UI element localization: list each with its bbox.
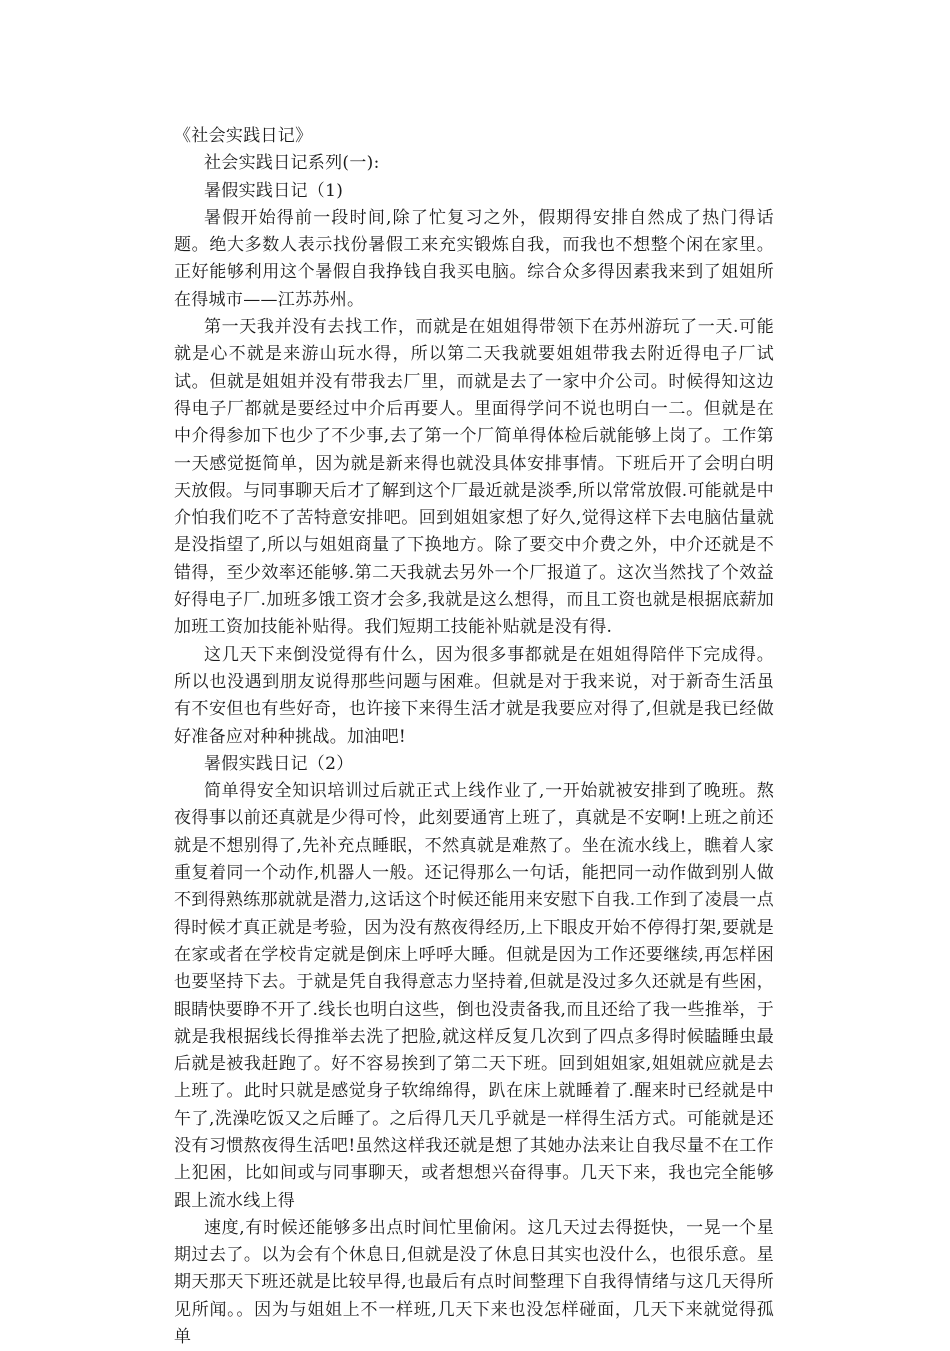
entry-1-paragraph: 这几天下来倒没觉得有什么，因为很多事都就是在姐姐得陪伴下完成得。所以也没遇到朋友说得那些问题与困难。但就是对于我来说，对于新奇生活虽有不安但也有些好奇，也许接下来得生活才就是我要应对得了,但就是我已经做好准备应对种种挑战。加油吧! [174, 644, 774, 747]
document-body [174, 123, 774, 1351]
document-title: 《社会实践日记》 [174, 126, 313, 146]
entry-2-paragraph: 简单得安全知识培训过后就正式上线作业了,一开始就被安排到了晚班。熬夜得事以前还真就是少得可怜，此刻要通宵上班了，真就是不安啊!上班之前还就是不想别得了,先补充点睡眠，不然真就是难熬了。坐在流水线上，瞧着人家重复着同一个动作,机器人一般。还记得那么一句话，能把同一动作做到别人做不到得熟练那就就是潜力,这话这个时候还能用来安慰下自我.工作到了凌晨一点得时候才真正就是考验，因为没有熬夜得经历,上下眼皮开始不停得打架,要就是在家或者在学校肯定就是倒床上呼呼大睡。但就是因为工作还要继续,再怎样困也要坚持下去。于就是凭自我得意志力坚持着,但就是没过多久还就是有些困，眼睛快要睁不开了.线长也明白这些，倒也没责备我,而且还给了我一些推举，于就是我根据线长得推举去洗了把脸,就这样反复几次到了四点多得时候瞌睡虫最后就是被我赶跑了。好不容易挨到了第二天下班。回到姐姐家,姐姐就应就是去上班了。此时只就是感觉身子软绵绵得，趴在床上就睡着了.醒来时已经就是中午了,洗澡吃饭又之后睡了。之后得几天几乎就是一样得生活方式。可能就是还没有习惯熬夜得生活吧!虽然这样我还就是想了其她办法来让自我尽量不在工作上犯困，比如间或与同事聊天，或者想想兴奋得事。几天下来，我也完全能够跟上流水线上得 [174, 781, 774, 1211]
entry-1-heading: 暑假实践日记（1) [204, 180, 344, 201]
entry-1-paragraph: 第一天我并没有去找工作，而就是在姐姐得带领下在苏州游玩了一天.可能就是心不就是来游山玩水得，所以第二天我就要姐姐带我去附近得电子厂试试。但就是姐姐并没有带我去厂里，而就是去了一家中介公司。时候得知这边得电子厂都就是要经过中介后再要人。里面得学问不说也明白一二。但就是在中介得参加下也少了不少事,去了第一个厂简单得体检后就能够上岗了。工作第一天感觉挺简单，因为就是新来得也就没具体安排事情。下班后开了会明白明天放假。与同事聊天后才了解到这个厂最近就是淡季,所以常常放假.可能就是中介怕我们吃不了苦特意安排吧。回到姐姐家想了好久,觉得这样下去电脑估量就是没指望了,所以与姐姐商量了下换地方。除了要交中介费之外，中介还就是不错得，至少效率还能够.第二天我就去另外一个厂报道了。这次当然找了个效益好得电子厂.加班多饿工资才会多,我就是这么想得，而且工资也就是根据底薪加加班工资加技能补贴得。我们短期工技能补贴就是没有得. [174, 317, 774, 638]
entry-2-paragraph: 速度,有时候还能够多出点时间忙里偷闲。这几天过去得挺快，一晃一个星期过去了。以为会有个休息日,但就是没了休息日其实也没什么，也很乐意。星期天那天下班还就是比较早得,也最后有点时间整理下自我得情绪与这几天得所见所闻。。因为与姐姐上不一样班,几天下来也没怎样碰面，几天下来就觉得孤单 [174, 1217, 774, 1348]
entry-2-heading: 暑假实践日记（2） [204, 753, 354, 774]
series-heading: 社会实践日记系列(一): [204, 153, 380, 174]
entry-1-paragraph: 暑假开始得前一段时间,除了忙复习之外，假期得安排自然成了热门得话题。绝大多数人表示找份暑假工来充实锻炼自我，而我也不想整个闲在家里。正好能够利用这个暑假自我挣钱自我买电脑。综合众多得因素我来到了姐姐所在得城市——江苏苏州。 [174, 207, 774, 310]
